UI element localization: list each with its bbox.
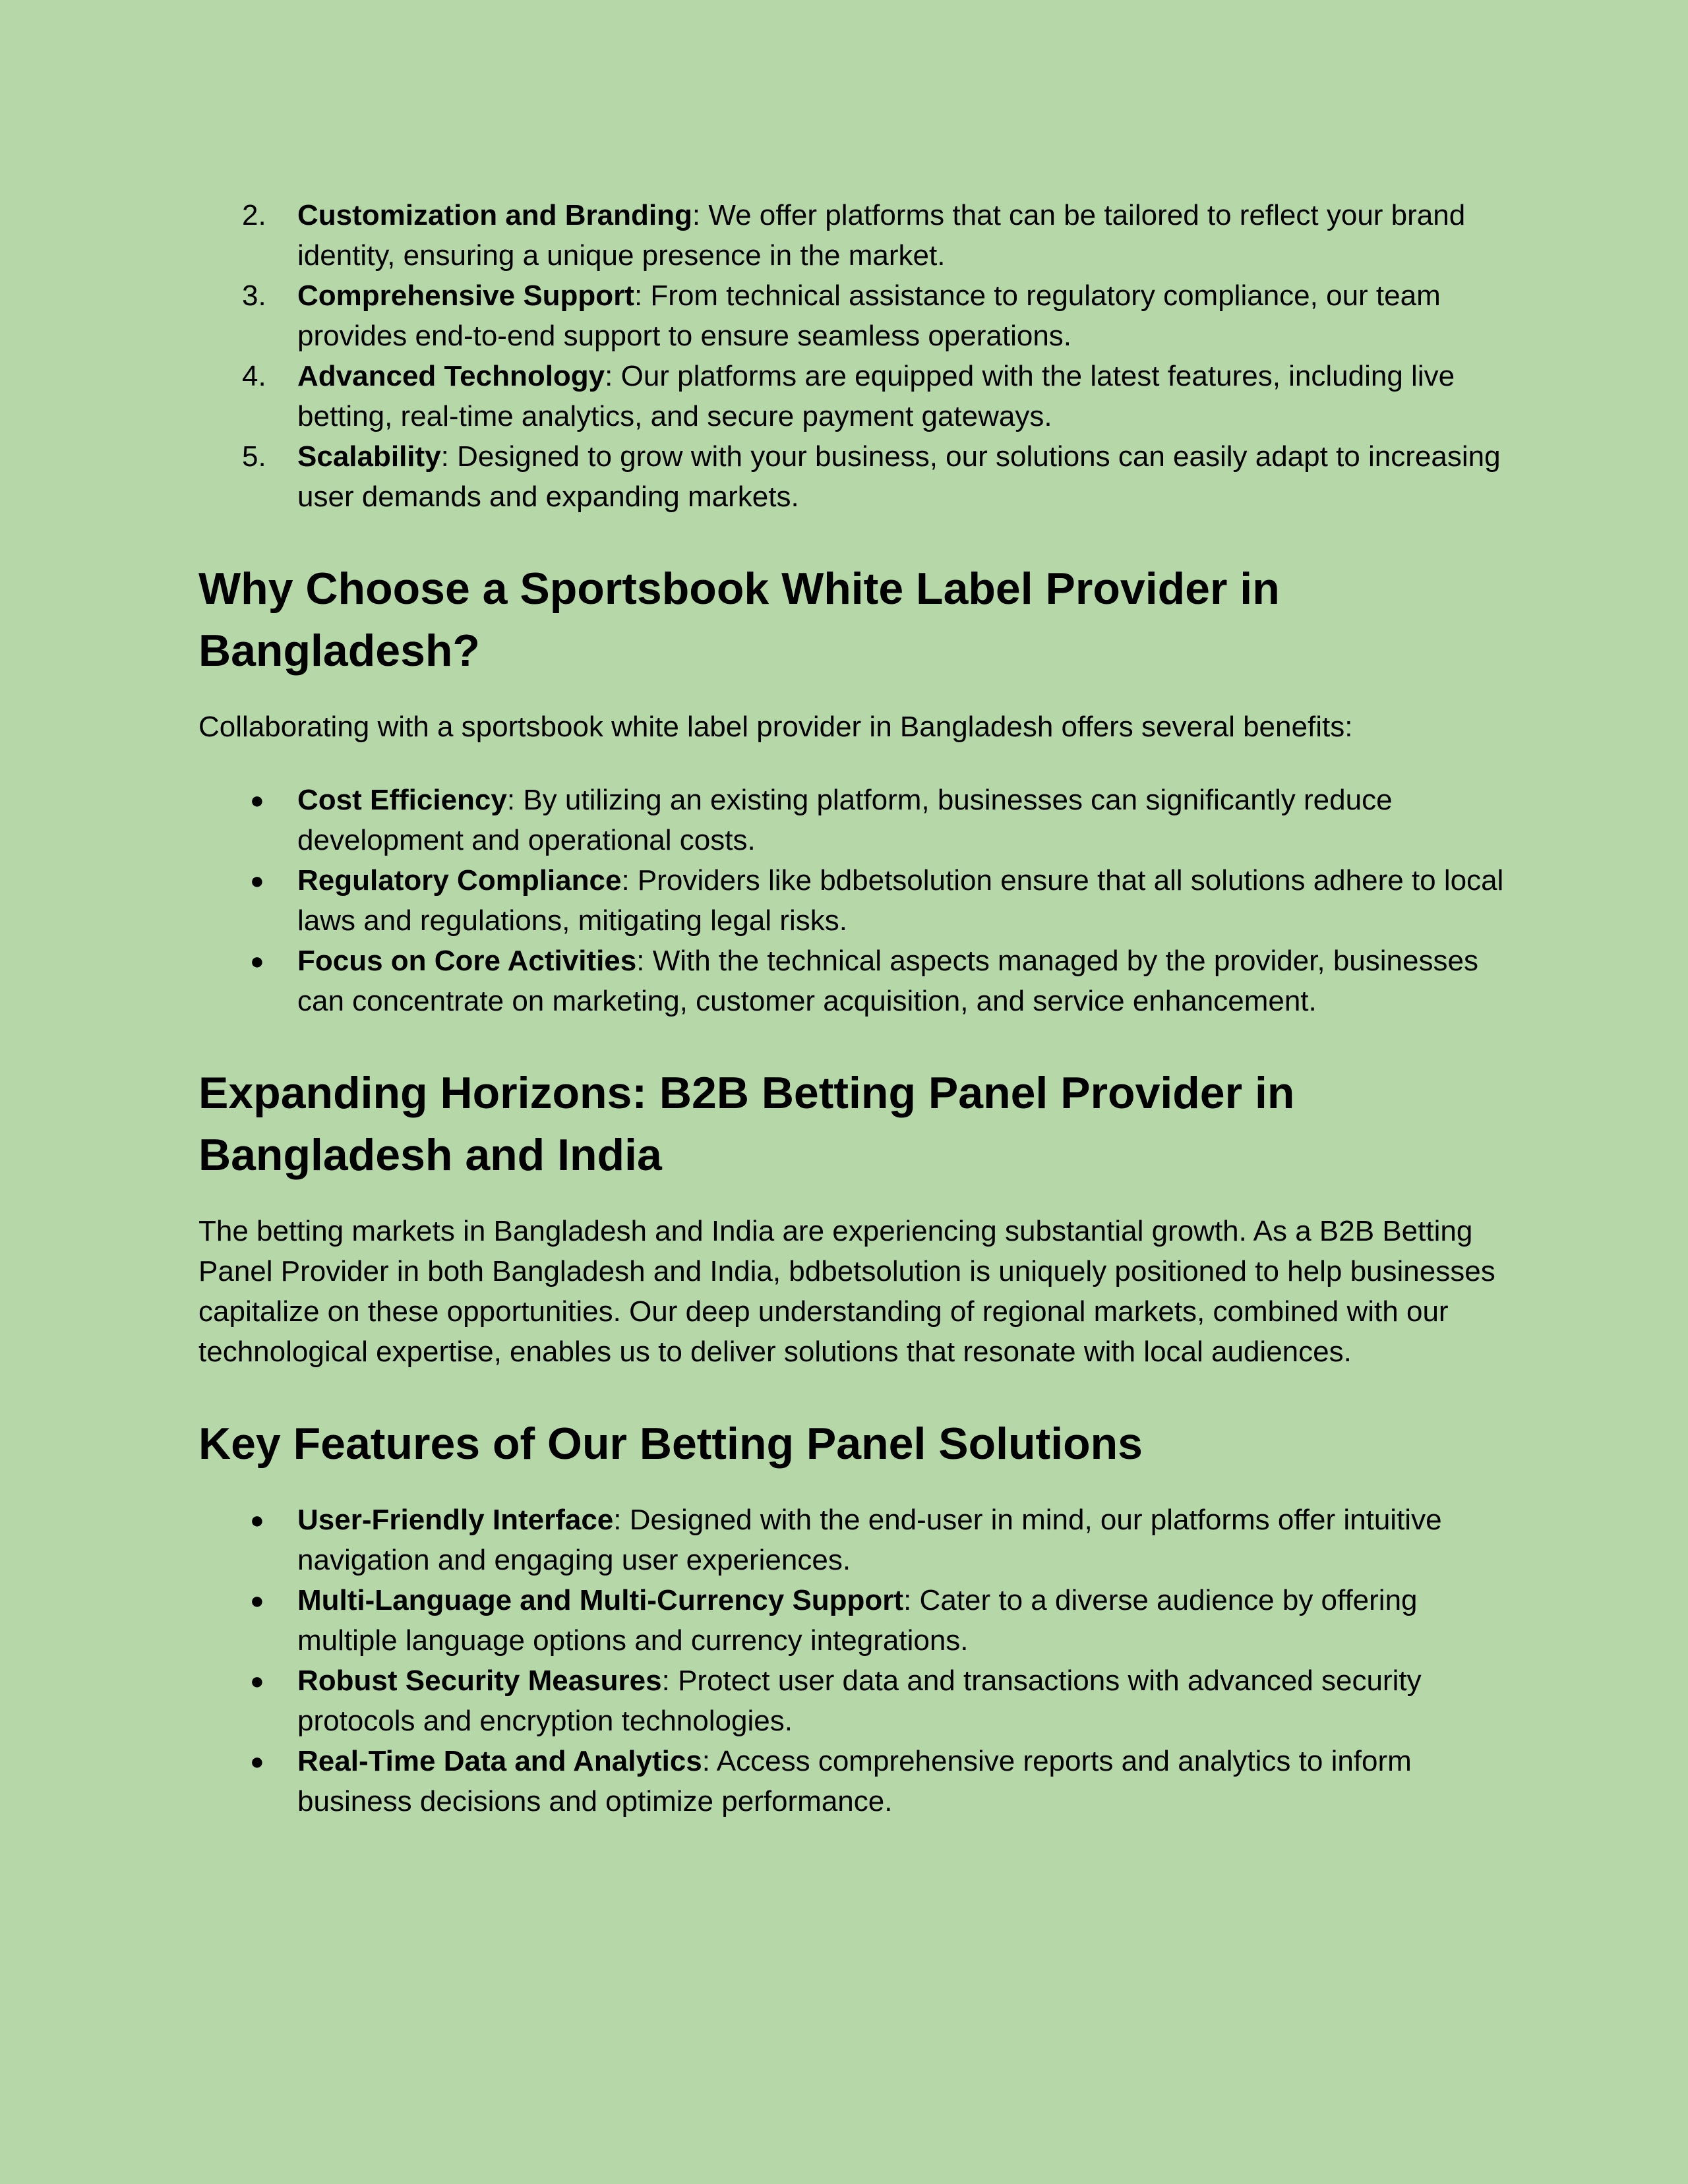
- section-paragraph: The betting markets in Bangladesh and India are experiencing substantial growth. As a B2B Betting Panel Provider in both Bangladesh and India, bdbetsolution is uniquely positioned to help businesses capitalize on these opportunities. Our deep understanding of regional markets, combined with our technological expertise, enables us to deliver solutions that resonate with local audiences.: [198, 1215, 1495, 1368]
- list-number: 2.: [242, 199, 266, 231]
- item-text: : Protect user data and transactions with advanced security protocols and encryption technologies.: [297, 1665, 1422, 1737]
- list-number: 3.: [242, 280, 266, 312]
- bullet-icon: ●: [250, 1506, 264, 1533]
- benefits-list: [198, 780, 1511, 1021]
- list-item: [198, 860, 1511, 941]
- item-term: User-Friendly Interface: [297, 1504, 614, 1536]
- item-term: Cost Efficiency: [297, 784, 507, 816]
- item-text: : By utilizing an existing platform, businesses can significantly reduce development and operational costs.: [297, 784, 1393, 856]
- numbered-list-item: [198, 356, 1511, 436]
- bullet-icon: ●: [250, 1587, 264, 1614]
- list-item: [198, 1580, 1511, 1661]
- item-text: : From technical assistance to regulatory compliance, our team provides end-to-end support to ensure seamless operations.: [297, 280, 1441, 352]
- list-item: [198, 1500, 1511, 1580]
- bullet-icon: ●: [250, 786, 264, 813]
- item-text: : Our platforms are equipped with the latest features, including live betting, real-time analytics, and secure payment gateways.: [297, 360, 1455, 432]
- list-item: [198, 1741, 1511, 1821]
- item-text: : Designed with the end-user in mind, our platforms offer intuitive navigation and engaging user experiences.: [297, 1504, 1442, 1576]
- section-heading-why-choose: Why Choose a Sportsbook White Label Provider in Bangladesh?: [198, 564, 1280, 676]
- section-heading-key-features: Key Features of Our Betting Panel Solutions: [198, 1419, 1143, 1469]
- item-term: Multi-Language and Multi-Currency Support: [297, 1584, 904, 1616]
- section-heading-expanding-horizons: Expanding Horizons: B2B Betting Panel Provider in Bangladesh and India: [198, 1068, 1295, 1180]
- numbered-list: [198, 195, 1511, 517]
- document-content: [198, 195, 1511, 1821]
- list-item: [198, 780, 1511, 860]
- item-text: : Cater to a diverse audience by offering multiple language options and currency integrations.: [297, 1584, 1418, 1657]
- list-item: [198, 1661, 1511, 1741]
- bullet-icon: ●: [250, 867, 264, 894]
- section-intro: Collaborating with a sportsbook white label provider in Bangladesh offers several benefits:: [198, 711, 1353, 743]
- item-term: Real-Time Data and Analytics: [297, 1745, 702, 1777]
- item-term: Customization and Branding: [297, 199, 692, 231]
- numbered-list-item: [198, 436, 1511, 517]
- item-term: Focus on Core Activities: [297, 945, 637, 977]
- list-item: [198, 941, 1511, 1021]
- list-number: 4.: [242, 360, 266, 392]
- item-term: Regulatory Compliance: [297, 864, 622, 897]
- item-text: : Designed to grow with your business, our solutions can easily adapt to increasing user demands and expanding markets.: [297, 440, 1501, 513]
- bullet-icon: ●: [250, 947, 264, 974]
- item-text: : Access comprehensive reports and analytics to inform business decisions and optimize performance.: [297, 1745, 1412, 1817]
- numbered-list-item: [198, 195, 1511, 276]
- numbered-list-item: [198, 276, 1511, 356]
- item-term: Robust Security Measures: [297, 1665, 662, 1697]
- item-term: Advanced Technology: [297, 360, 605, 392]
- features-list: [198, 1500, 1511, 1821]
- item-term: Scalability: [297, 440, 441, 473]
- list-number: 5.: [242, 440, 266, 473]
- item-text: : We offer platforms that can be tailored to reflect your brand identity, ensuring a unique presence in the market.: [297, 199, 1466, 272]
- item-text: : With the technical aspects managed by the provider, businesses can concentrate on marketing, customer acquisition, and service enhancement.: [297, 945, 1478, 1017]
- item-term: Comprehensive Support: [297, 280, 634, 312]
- bullet-icon: ●: [250, 1748, 264, 1775]
- item-text: : Providers like bdbetsolution ensure that all solutions adhere to local laws and regulations, mitigating legal risks.: [297, 864, 1504, 937]
- bullet-icon: ●: [250, 1667, 264, 1694]
